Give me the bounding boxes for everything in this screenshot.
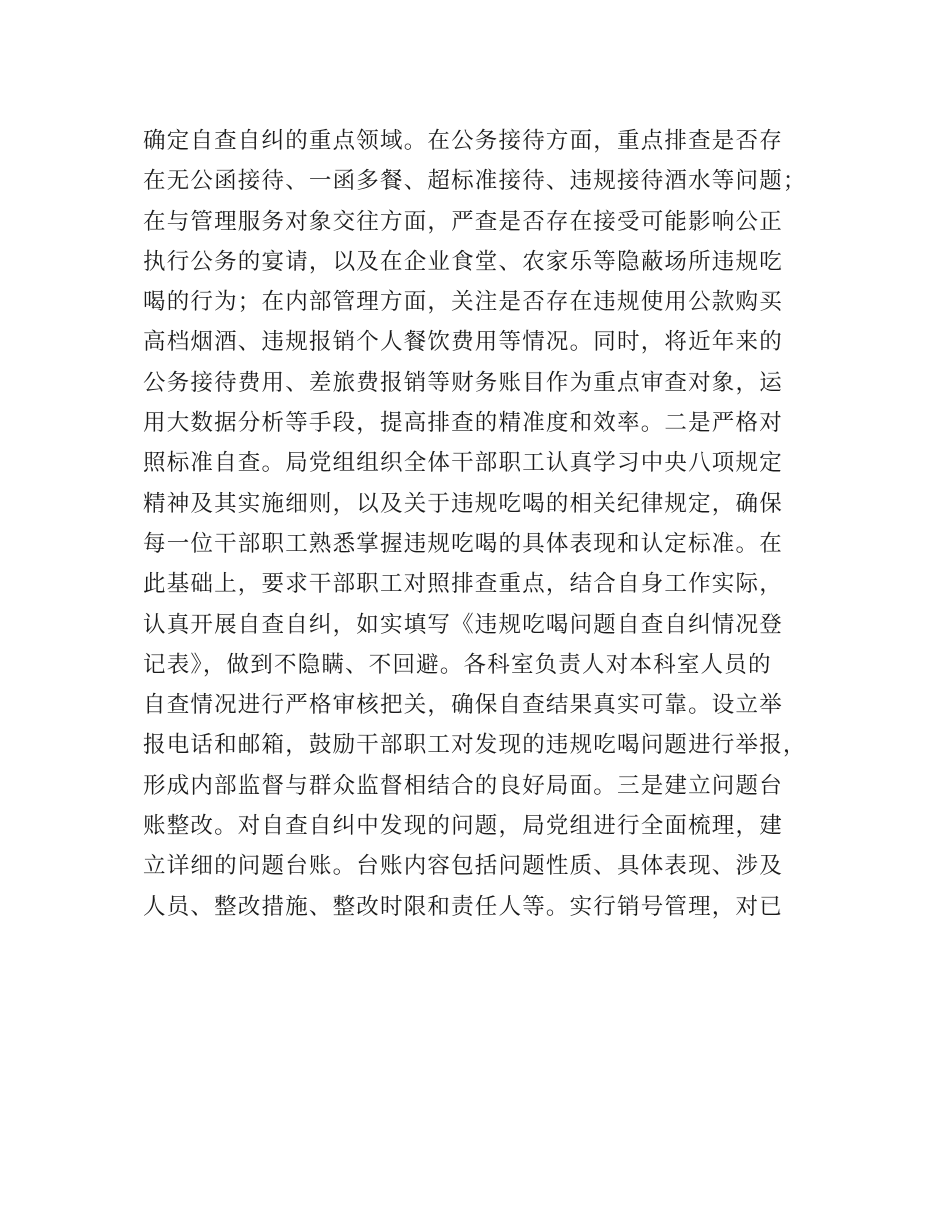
text-line: 高档烟酒、违规报销个人餐饮费用等情况。同时，将近年来的	[143, 329, 783, 356]
text-line: 执行公务的宴请，以及在企业食堂、农家乐等隐蔽场所违规吃	[143, 248, 783, 275]
text-line: 喝的行为；在内部管理方面，关注是否存在违规使用公款购买	[143, 289, 783, 316]
text-line: 此基础上，要求干部职工对照排查重点，结合自身工作实际，	[143, 571, 783, 598]
text-line: 自查情况进行严格审核把关，确保自查结果真实可靠。设立举	[143, 692, 783, 719]
text-line: 每一位干部职工熟悉掌握违规吃喝的具体表现和认定标准。在	[143, 530, 783, 557]
text-line: 精神及其实施细则，以及关于违规吃喝的相关纪律规定，确保	[143, 490, 783, 517]
text-line: 确定自查自纠的重点领域。在公务接待方面，重点排查是否存	[143, 128, 783, 154]
text-line: 用大数据分析等手段，提高排查的精准度和效率。二是严格对	[143, 410, 783, 437]
body-paragraph	[143, 121, 823, 927]
text-line: 报电话和邮箱，鼓励干部职工对发现的违规吃喝问题进行举报，	[143, 732, 807, 759]
text-line: 人员、整改措施、整改时限和责任人等。实行销号管理，对已	[143, 893, 783, 920]
text-line: 形成内部监督与群众监督相结合的良好局面。三是建立问题台	[143, 772, 783, 799]
text-line: 公务接待费用、差旅费报销等财务账目作为重点审查对象，运	[143, 369, 783, 396]
text-line: 立详细的问题台账。台账内容包括问题性质、具体表现、涉及	[143, 853, 783, 880]
text-line: 认真开展自查自纠，如实填写《违规吃喝问题自查自纠情况登	[143, 611, 783, 638]
text-line: 账整改。对自查自纠中发现的问题，局党组进行全面梳理，建	[143, 813, 783, 840]
text-line: 记表》，做到不隐瞒、不回避。各科室负责人对本科室人员的	[143, 651, 772, 678]
text-line: 照标准自查。局党组组织全体干部职工认真学习中央八项规定	[143, 450, 783, 477]
text-line: 在无公函接待、一函多餐、超标准接待、违规接待酒水等问题；	[143, 168, 807, 195]
text-line: 在与管理服务对象交往方面，严查是否存在接受可能影响公正	[143, 208, 783, 235]
